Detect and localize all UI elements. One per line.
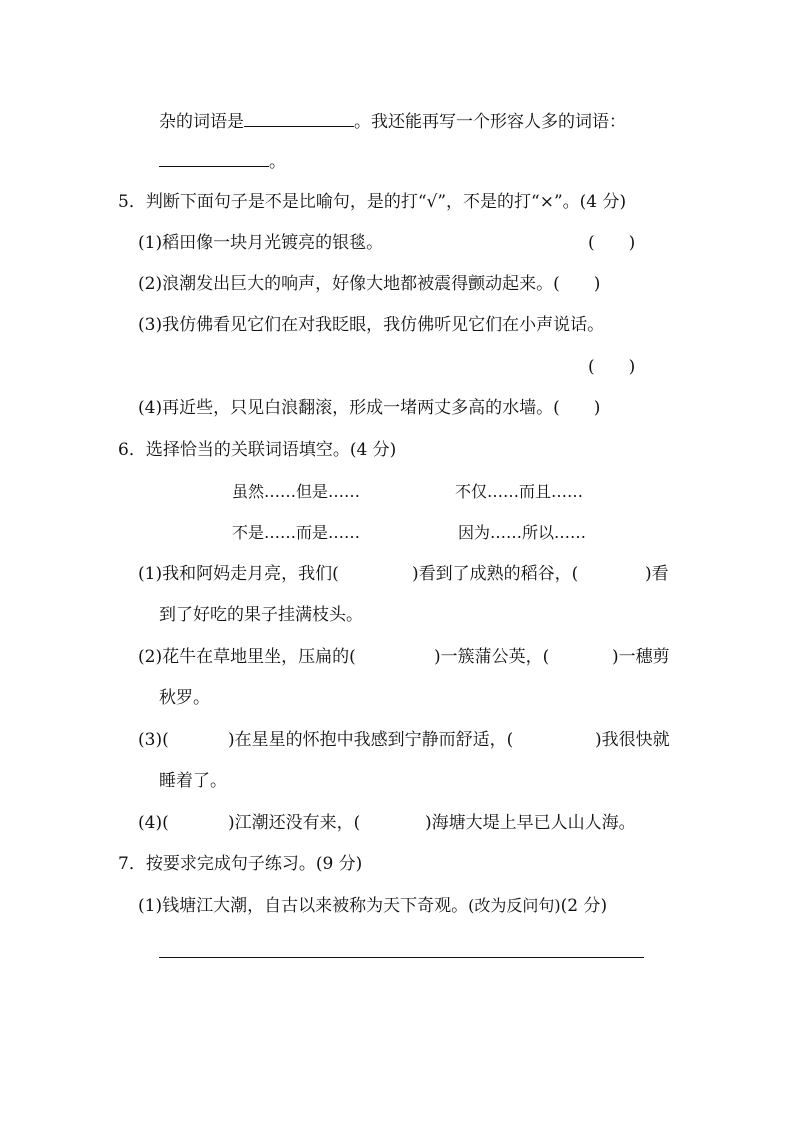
q6-item-1-d: 到了好吃的果子挂满枝头。 (159, 605, 363, 625)
q4-line2 (159, 148, 286, 174)
q5-item-4 (138, 396, 600, 420)
q5-item-1-paren[interactable]: ( ) (588, 233, 636, 253)
answer-blank[interactable] (159, 148, 269, 167)
q7-item-1 (138, 894, 607, 918)
answer-line[interactable] (159, 957, 644, 958)
q6-item-2-c: )一穗剪 (612, 647, 670, 667)
q6-item-4-a: (4)( (138, 813, 169, 833)
q5-item-2 (138, 272, 600, 296)
q5-item-4-paren[interactable]: ( ) (553, 398, 601, 418)
q6-option-3: 不是……而是…… (232, 523, 361, 542)
q5-title: 5．判断下面句子是不是比喻句，是的打“√”，不是的打“×”。(4 分) (118, 192, 627, 212)
q7-title: 7．按要求完成句子练习。(9 分) (118, 854, 363, 874)
q6-option-1: 虽然……但是…… (232, 482, 361, 501)
q6-option-2: 不仅……而且…… (455, 482, 584, 501)
q6-item-2-a: (2)花牛在草地里坐，压扁的( (138, 647, 356, 667)
q6-item-1-b: )看到了成熟的稻谷，( (412, 564, 579, 584)
q6-option-4: 因为……所以…… (458, 523, 587, 542)
q4-text-a: 杂的词语是 (159, 112, 244, 132)
q6-item-2-d: 秋罗。 (159, 688, 210, 708)
q5-item-2-text: (2)浪潮发出巨大的响声，好像大地都被震得颤动起来。 (138, 274, 554, 294)
q4-text-b: 。我还能再写一个形容人多的词语： (354, 112, 626, 132)
q6-item-1-c: )看 (645, 564, 669, 584)
q6-title: 6．选择恰当的关联词语填空。(4 分) (118, 440, 397, 460)
q6-item-1-a: (1)我和阿妈走月亮，我们( (138, 564, 339, 584)
q6-item-3-c: )我很快就 (595, 730, 670, 750)
q5-item-3 (138, 313, 604, 337)
q5-item-1 (138, 231, 383, 255)
q7-item-1-text: (1)钱塘江大潮，自古以来被称为天下奇观。 (138, 896, 469, 916)
q6-item-3-d: 睡着了。 (159, 771, 227, 791)
q7-item-1-score: (2 分) (560, 896, 608, 916)
q5-item-2-paren[interactable]: ( ) (553, 274, 601, 294)
q4-line1 (159, 108, 626, 134)
q5-item-1-text: (1)稻田像一块月光镀亮的银毯。 (138, 233, 384, 253)
q7-item-1-requirement: (改为反问句) (468, 896, 561, 915)
q6-item-2-b: )一簇蒲公英，( (434, 647, 550, 667)
q6-item-4-c: )海塘大堤上早已人山人海。 (425, 813, 636, 833)
answer-blank[interactable] (244, 108, 354, 127)
q6-item-3-a: (3)( (138, 730, 169, 750)
q6-item-3-b: )在星星的怀抱中我感到宁静而舒适，( (228, 730, 514, 750)
q4-period: 。 (269, 152, 286, 172)
q5-item-3-paren[interactable]: ( ) (588, 357, 636, 377)
q6-item-4-b: )江潮还没有来，( (228, 813, 361, 833)
q5-item-4-text: (4)再近些，只见白浪翻滚，形成一堵两丈多高的水墙。 (138, 398, 554, 418)
q5-item-3-text: (3)我仿佛看见它们在对我眨眼，我仿佛听见它们在小声说话。 (138, 315, 605, 335)
